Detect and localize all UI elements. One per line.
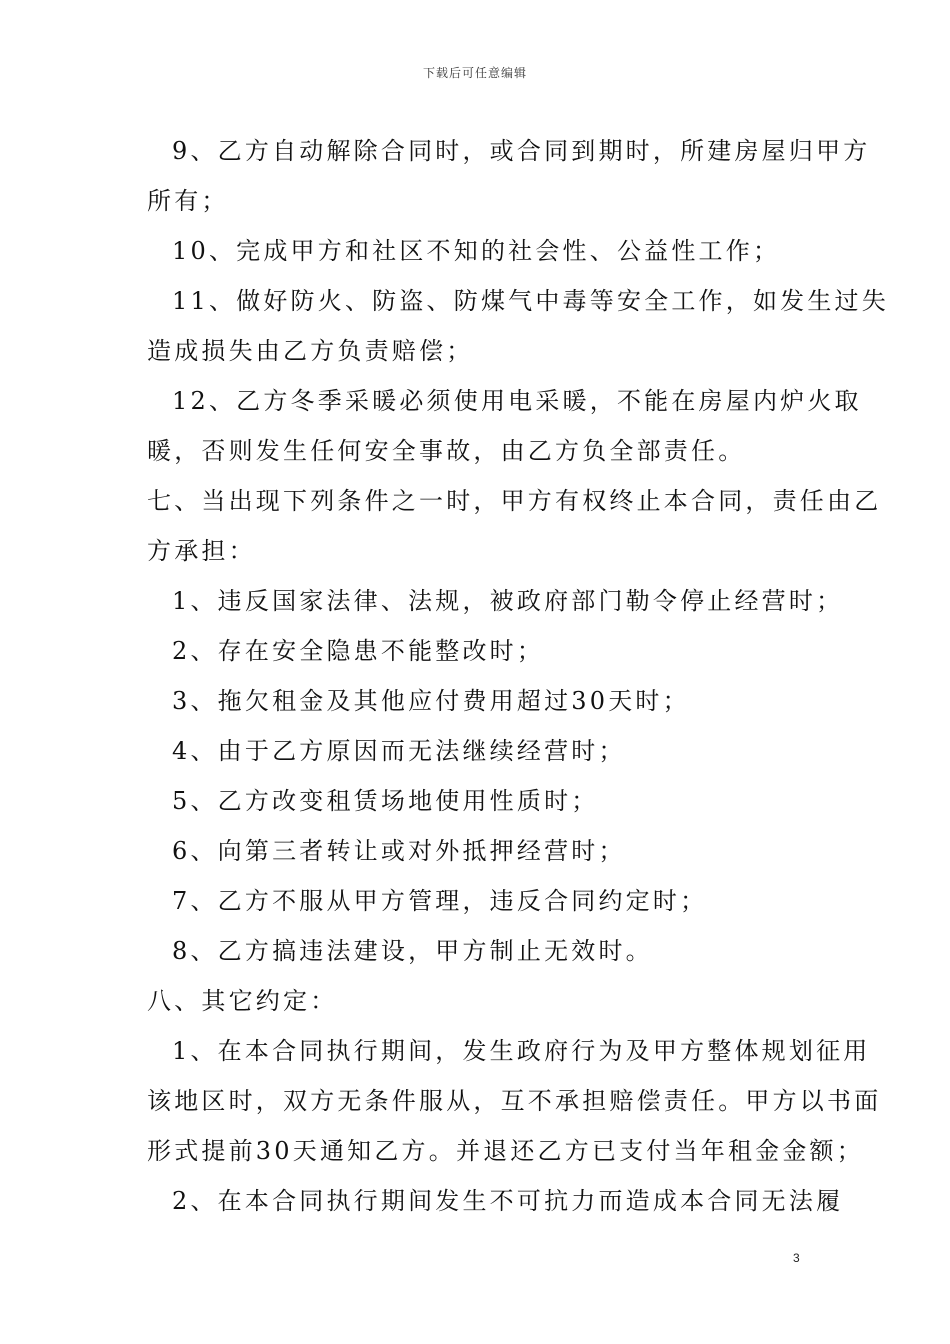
paragraph-line: 1、在本合同执行期间，发生政府行为及甲方整体规划征用: [172, 1037, 871, 1065]
paragraph-line: 所有；: [147, 187, 229, 215]
list-item: 1、违反国家法律、法规，被政府部门勒令停止经营时；: [172, 587, 844, 615]
paragraph-line: 10、完成甲方和社区不知的社会性、公益性工作；: [172, 237, 781, 265]
section-heading: 方承担：: [147, 537, 256, 565]
paragraph-line: 暖，否则发生任何安全事故，由乙方负全部责任。: [147, 437, 746, 465]
paragraph-line: 该地区时，双方无条件服从，互不承担赔偿责任。甲方以书面: [147, 1087, 882, 1115]
list-item: 2、存在安全隐患不能整改时；: [172, 637, 545, 665]
list-item: 5、乙方改变租赁场地使用性质时；: [172, 787, 599, 815]
page-header: 下载后可任意编辑: [422, 66, 527, 80]
paragraph-line: 9、乙方自动解除合同时，或合同到期时，所建房屋归甲方: [172, 137, 871, 165]
paragraph-line: 2、在本合同执行期间发生不可抗力而造成本合同无法履: [172, 1187, 844, 1215]
list-item: 6、向第三者转让或对外抵押经营时；: [172, 837, 626, 865]
paragraph-line: 形式提前30天通知乙方。并退还乙方已支付当年租金金额；: [147, 1137, 864, 1165]
list-item: 8、乙方搞违法建设，甲方制止无效时。: [172, 937, 653, 965]
section-heading: 八、其它约定：: [147, 987, 338, 1015]
page-number: 3: [793, 1251, 800, 1265]
paragraph-line: 造成损失由乙方负责赔偿；: [147, 337, 474, 365]
paragraph-line: 12、乙方冬季采暖必须使用电采暖，不能在房屋内炉火取: [172, 387, 862, 415]
list-item: 3、拖欠租金及其他应付费用超过30天时；: [172, 687, 690, 715]
list-item: 4、由于乙方原因而无法继续经营时；: [172, 737, 626, 765]
section-heading: 七、当出现下列条件之一时，甲方有权终止本合同，责任由乙: [147, 487, 882, 515]
list-item: 7、乙方不服从甲方管理，违反合同约定时；: [172, 887, 708, 915]
paragraph-line: 11、做好防火、防盗、防煤气中毒等安全工作，如发生过失: [172, 287, 889, 315]
